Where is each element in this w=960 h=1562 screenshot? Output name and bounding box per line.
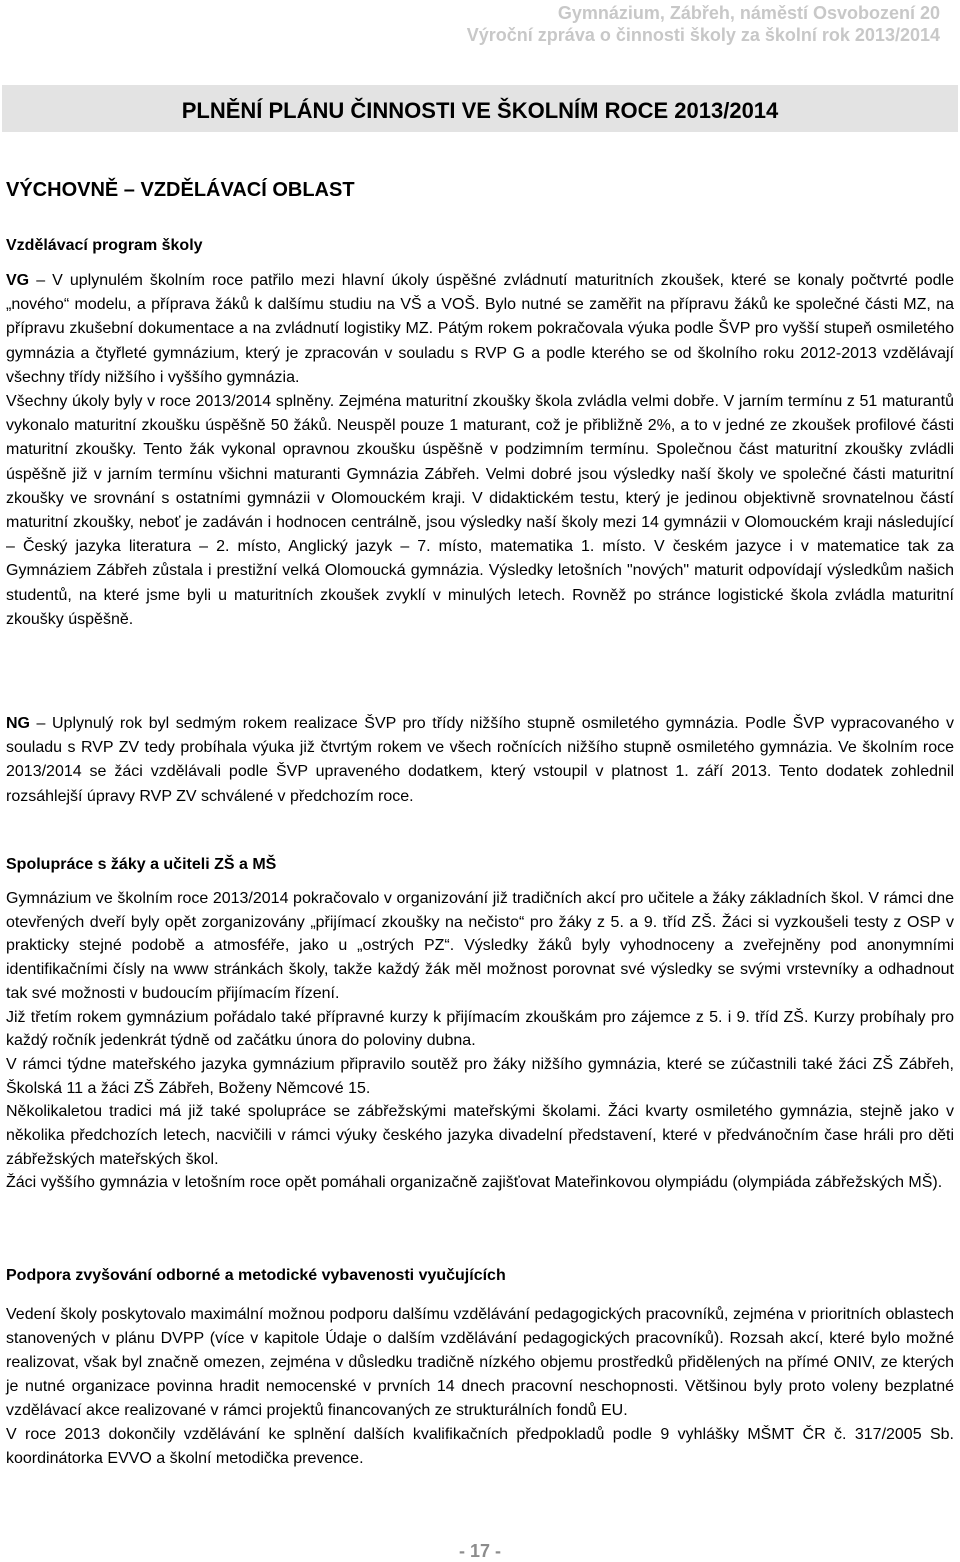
cooperation-paragraph: Gymnázium ve školním roce 2013/2014 pokračovalo v organizování již tradičních akcí pro učitele a žáky základních škol. V rámci dne otevřených dveří byly opět zorganizovány „přijímací zkoušky na nečisto“ pro žáky z 5. a 9. tříd ZŠ. Žáci si vyzkoušeli testy z OSP v prakticky stejné podobě a atmosféře, jako u „ostrých PZ“. Výsledky žáků byly vyhodnoceny a zveřejněny pod anonymními identifikačními čísly na www stránkách školy, takže každý žák měl možnost porovnat své výsledky se svými vrstevníky a odhadnout tak své možnosti v budoucím přijímacím řízení.	[6, 890, 954, 1002]
heading-program: Vzdělávací program školy	[6, 237, 203, 254]
section-title: VÝCHOVNĚ – VZDĚLÁVACÍ OBLAST	[6, 179, 355, 201]
support-section-body	[6, 1303, 954, 1471]
cooperation-paragraph: V rámci týdne mateřského jazyka gymnázium připravilo soutěž pro žáky nižšího gymnázia, které se zúčastnili také žáci ZŠ Zábřeh, Školská 11 a žáci ZŠ Zábřeh, Boženy Němcové 15.	[6, 1055, 954, 1097]
cooperation-paragraph: Žáci vyššího gymnázia v letošním roce opět pomáhali organizačně zajišťovat Mateřinkovou olympiádu (olympiáda zábřežských MŠ).	[6, 1174, 943, 1192]
paragraph-ng	[6, 712, 954, 809]
cooperation-paragraph: Již třetím rokem gymnázium pořádalo také přípravné kurzy k přijímacím zkouškám pro zájemce z 5. i 9. tříd ZŠ. Kurzy probíhaly pro každý ročník jedenkrát týdně od začátku února do poloviny dubna.	[6, 1008, 954, 1050]
ng-label: NG	[6, 715, 30, 732]
cooperation-paragraph: Několikaletou tradici má již také spolupráce se zábřežskými mateřskými školami. Žáci kvarty osmiletého gymnázia, stejně jako v několika předchozích letech, nacvičili v rámci výuky českého jazyka divadelní představení, které v předvánočním čase hráli pro děti zábřežských mateřských škol.	[6, 1103, 954, 1168]
cooperation-section-body	[6, 887, 954, 1195]
vg-text: – V uplynulém školním roce patřilo mezi hlavní úkoly úspěšné zvládnutí maturitních zkoušek, které se konaly počtvrté podle „nového“ modelu, a příprava žáků k dalšímu studiu na VŠ a VOŠ. Bylo nutné se zaměřit na přípravu žáků ke společné části MZ, na přípravu zkušební dokumentace a na zvládnutí logistiky MZ. Pátým rokem pokračovala výuka podle ŠVP pro vyšší stupeň osmiletého gymnázia a čtyřleté gymnázium, který je zpracován v souladu s RVP G a podle kterého se od školního roku 2012-2013 vzdělávají všechny třídy nižšího i vyššího gymnázia.	[6, 272, 954, 386]
heading-support: Podpora zvyšování odborné a metodické vybavenosti vyučujících	[6, 1267, 506, 1284]
ng-text: – Uplynulý rok byl sedmým rokem realizace ŠVP pro třídy nižšího stupně osmiletého gymnázia. Podle ŠVP vypracovaného v souladu s RVP ZV tedy probíhala výuka již čtvrtým rokem ve všech ročnících nižšího stupně osmiletého gymnázia. Ve školním roce 2013/2014 se žáci vzdělávali podle ŠVP upraveného dodatkem, který vstoupil v platnost 1. září 2013. Tento dodatek zohlednil rozsáhlejší úpravy RVP ZV schválené v předchozím roce.	[6, 715, 954, 805]
header-school-name: Gymnázium, Zábřeh, náměstí Osvobození 20	[557, 3, 940, 23]
program-section-body	[6, 269, 954, 632]
support-paragraph: V roce 2013 dokončily vzdělávání ke splnění dalších kvalifikačních předpokladů podle 9 vyhlášky MŠMT ČR č. 317/2005 Sb. koordinátorka EVVO a školní metodička prevence.	[6, 1426, 954, 1467]
heading-cooperation: Spolupráce s žáky a učiteli ZŠ a MŠ	[6, 856, 277, 873]
paragraph-vg	[6, 269, 954, 390]
vg-label: VG	[6, 272, 30, 289]
page-header	[467, 2, 940, 46]
header-report-title: Výroční zpráva o činnosti školy za školní rok 2013/2014	[466, 25, 940, 45]
page-number: - 17 -	[458, 1541, 501, 1561]
page-title: PLNĚNÍ PLÁNU ČINNOSTI VE ŠKOLNÍM ROCE 2013/2014	[181, 98, 779, 123]
support-paragraph: Vedení školy poskytovalo maximální možnou podporu dalšímu vzdělávání pedagogických pracovníků, zejména v prioritních oblastech stanovených v plánu DVPP (více v kapitole Údaje o dalším vzdělávání pedagogických pracovníků). Rozsah akcí, které bylo možné realizovat, však byl značně omezen, zejména v důsledku tradičně nízkého objemu prostředků přidělených na přímé ONIV, ze kterých je nutné organizace povinna hradit nemocenské v prvních 14 dnech pracovní neschopnosti. Většinou byly proto voleny bezplatné vzdělávací akce realizované v rámci projektů financovaných ze strukturálních fondů EU.	[6, 1306, 954, 1419]
paragraph-results: Všechny úkoly byly v roce 2013/2014 splněny. Zejména maturitní zkoušky škola zvládla velmi dobře. V jarním termínu z 51 maturantů vykonalo maturitní zkoušku úspěšně 50 žáků. Neuspěl pouze 1 maturant, což je přibližně 2%, a to v jedné ze zkoušek profilové části maturitní zkoušky. Tento žák vykonal opravnou zkoušku úspěšně v podzimním termínu. Společnou část maturitní zkoušky zvládli úspěšně již v jarním termínu všichni maturanti Gymnázia Zábřeh. Velmi dobré jsou výsledky naší školy ve společné části maturitní zkoušky ve srovnání s ostatními gymnázii v Olomouckém kraji. V didaktickém testu, který je jedinou objektivně srovnatelnou částí maturitní zkoušky, neboť je zadáván i hodnocen centrálně, jsou výsledky naší školy mezi 14 gymnázii v Olomouckém kraji následující – Český jazyka literatura – 2. místo, Anglický jazyk – 7. místo, matematika 1. místo. V českém jazyce i v matematice tak za Gymnáziem Zábřeh zůstala i prestižní velká Olomoucká gymnázia. Výsledky letošních "nových" maturit odpovídají výsledkům našich studentů, na které jsme byli u maturitních zkoušek zvyklí v minulých letech. Rovněž po stránce logistické škola zvládla maturitní zkoušky úspěšně.	[6, 393, 954, 628]
